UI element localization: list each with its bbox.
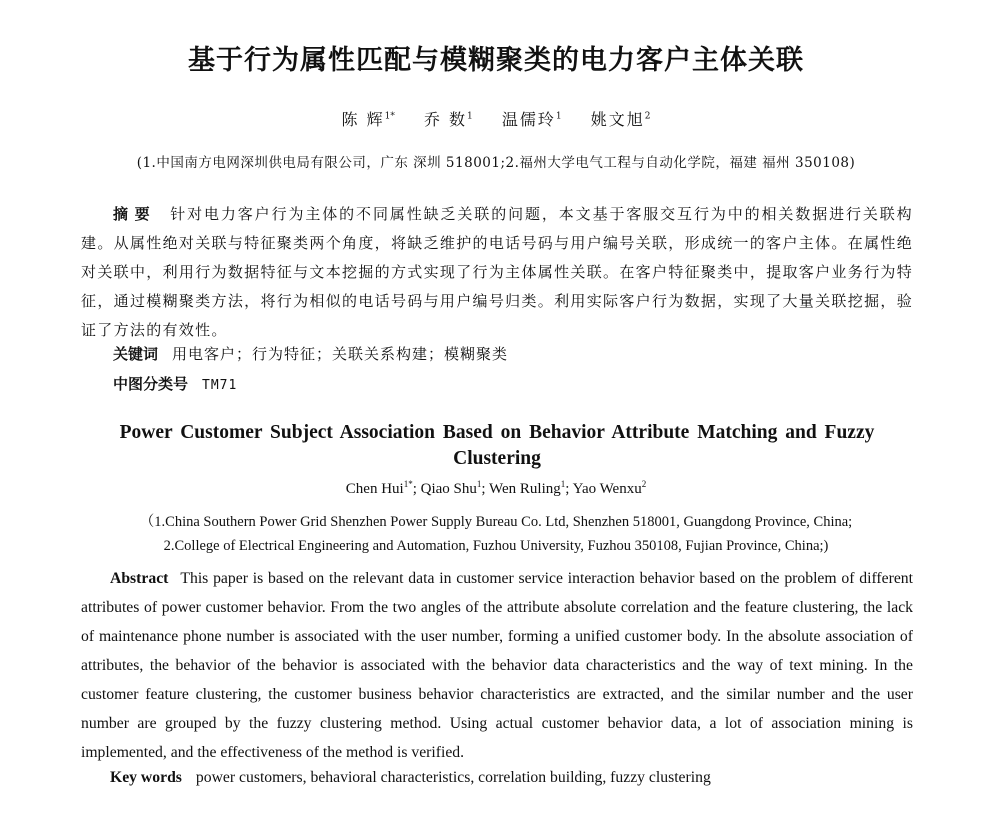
- author-affiliation-mark: 1: [467, 111, 473, 122]
- keywords-text-english: power customers, behavioral characteristics, correlation building, fuzzy clustering: [195, 769, 711, 786]
- author-name: Qiao Shu: [420, 481, 477, 497]
- paper-title-chinese: 基于行为属性匹配与模糊聚类的电力客户主体关联: [188, 45, 804, 76]
- author-name: Yao Wenxu: [572, 481, 642, 497]
- author-english: [346, 481, 421, 497]
- abstract-chinese: [81, 200, 913, 345]
- abstract-label-chinese: 摘要: [113, 205, 157, 223]
- keywords-label-chinese: 关键词: [113, 345, 159, 363]
- keywords-chinese: [113, 343, 508, 364]
- author-separator: ;: [565, 481, 573, 497]
- author-name: Wen Ruling: [489, 481, 561, 497]
- author-separator: ;: [412, 481, 421, 497]
- abstract-english: [81, 564, 913, 767]
- affiliation-chinese: (1.中国南方电网深圳供电局有限公司，广东 深圳 518001;2.福州大学电气工程与自动化学院，福建 福州 350108): [136, 155, 856, 171]
- keywords-label-english: Key words: [110, 769, 182, 786]
- author-name: Chen Hui: [345, 481, 404, 497]
- author-chinese: [502, 110, 562, 129]
- keywords-text-chinese: 用电客户；行为特征；关联关系构建；模糊聚类: [172, 345, 509, 363]
- author-affiliation-mark: 1*: [403, 479, 413, 489]
- author-name: 乔 数: [423, 110, 468, 129]
- author-name: 陈 辉: [341, 110, 385, 129]
- author-chinese: [342, 110, 395, 129]
- affiliation-english-line-2: 2.College of Electrical Engineering and Automation, Fuzhou University, Fuzhou 350108, Fujian Province, China;): [163, 538, 829, 554]
- abstract-text-chinese: 针对电力客户行为主体的不同属性缺乏关联的问题，本文基于客服交互行为中的相关数据进行关联构建。从属性绝对关联与特征聚类两个角度，将缺乏维护的电话号码与用户编号关联，形成统一的客户主体。在属性绝对关联中，利用行为数据特征与文本挖掘的方式实现了行为主体属性关联。在客户特征聚类中，提取客户业务行为特征，通过模糊聚类方法，将行为相似的电话号码与用户编号归类。利用实际客户行为数据，实现了大量关联挖掘，验证了方法的有效性。: [81, 205, 913, 339]
- author-separator: ;: [481, 481, 490, 497]
- classification-number: [113, 373, 237, 394]
- author-chinese: [591, 110, 651, 129]
- author-affiliation-mark: 1*: [384, 111, 395, 122]
- affiliation-english-line-1: （1.China Southern Power Grid Shenzhen Power Supply Bureau Co. Ltd, Shenzhen 518001, Guangdong Province, China;: [139, 514, 853, 530]
- author-affiliation-mark: 1: [560, 479, 566, 489]
- author-name: 姚文旭: [590, 110, 645, 129]
- author-list-chinese: [0, 107, 992, 130]
- abstract-text-english: This paper is based on the relevant data in customer service interaction behavior based on the problem of different attributes of power customer behavior. From the two angles of the attribute absolute correlation and the feature clustering, the lack of maintenance phone number is associated with the user number, forming a unified customer body. In the absolute association of attributes, the behavior of the behavior is associated with the behavior data characteristics and the way of text mining. In the customer feature clustering, the customer business behavior characteristics are extracted, and the similar number and the user number are grouped by the fuzzy clustering method. Using actual customer behavior data, a lot of association mining is implemented, and the effectiveness of the method is verified.: [81, 570, 913, 761]
- author-affiliation-mark: 1: [555, 111, 562, 122]
- author-affiliation-mark: 1: [476, 479, 482, 489]
- author-english: [489, 481, 573, 497]
- author-affiliation-mark: 2: [641, 479, 647, 489]
- author-affiliation-mark: 2: [644, 111, 651, 122]
- author-name: 温儒玲: [501, 110, 556, 129]
- classification-value: TM71: [202, 378, 238, 393]
- author-chinese: [424, 110, 473, 129]
- classification-label: 中图分类号: [113, 375, 189, 393]
- author-list-english: [0, 479, 992, 498]
- abstract-label-english: Abstract: [110, 570, 169, 587]
- keywords-english: [110, 769, 711, 787]
- author-english: [421, 481, 489, 497]
- paper-title-english: Power Customer Subject Association Based on Behavior Attribute Matching and Fuzzy Clustering: [119, 422, 875, 469]
- author-english: [573, 481, 647, 497]
